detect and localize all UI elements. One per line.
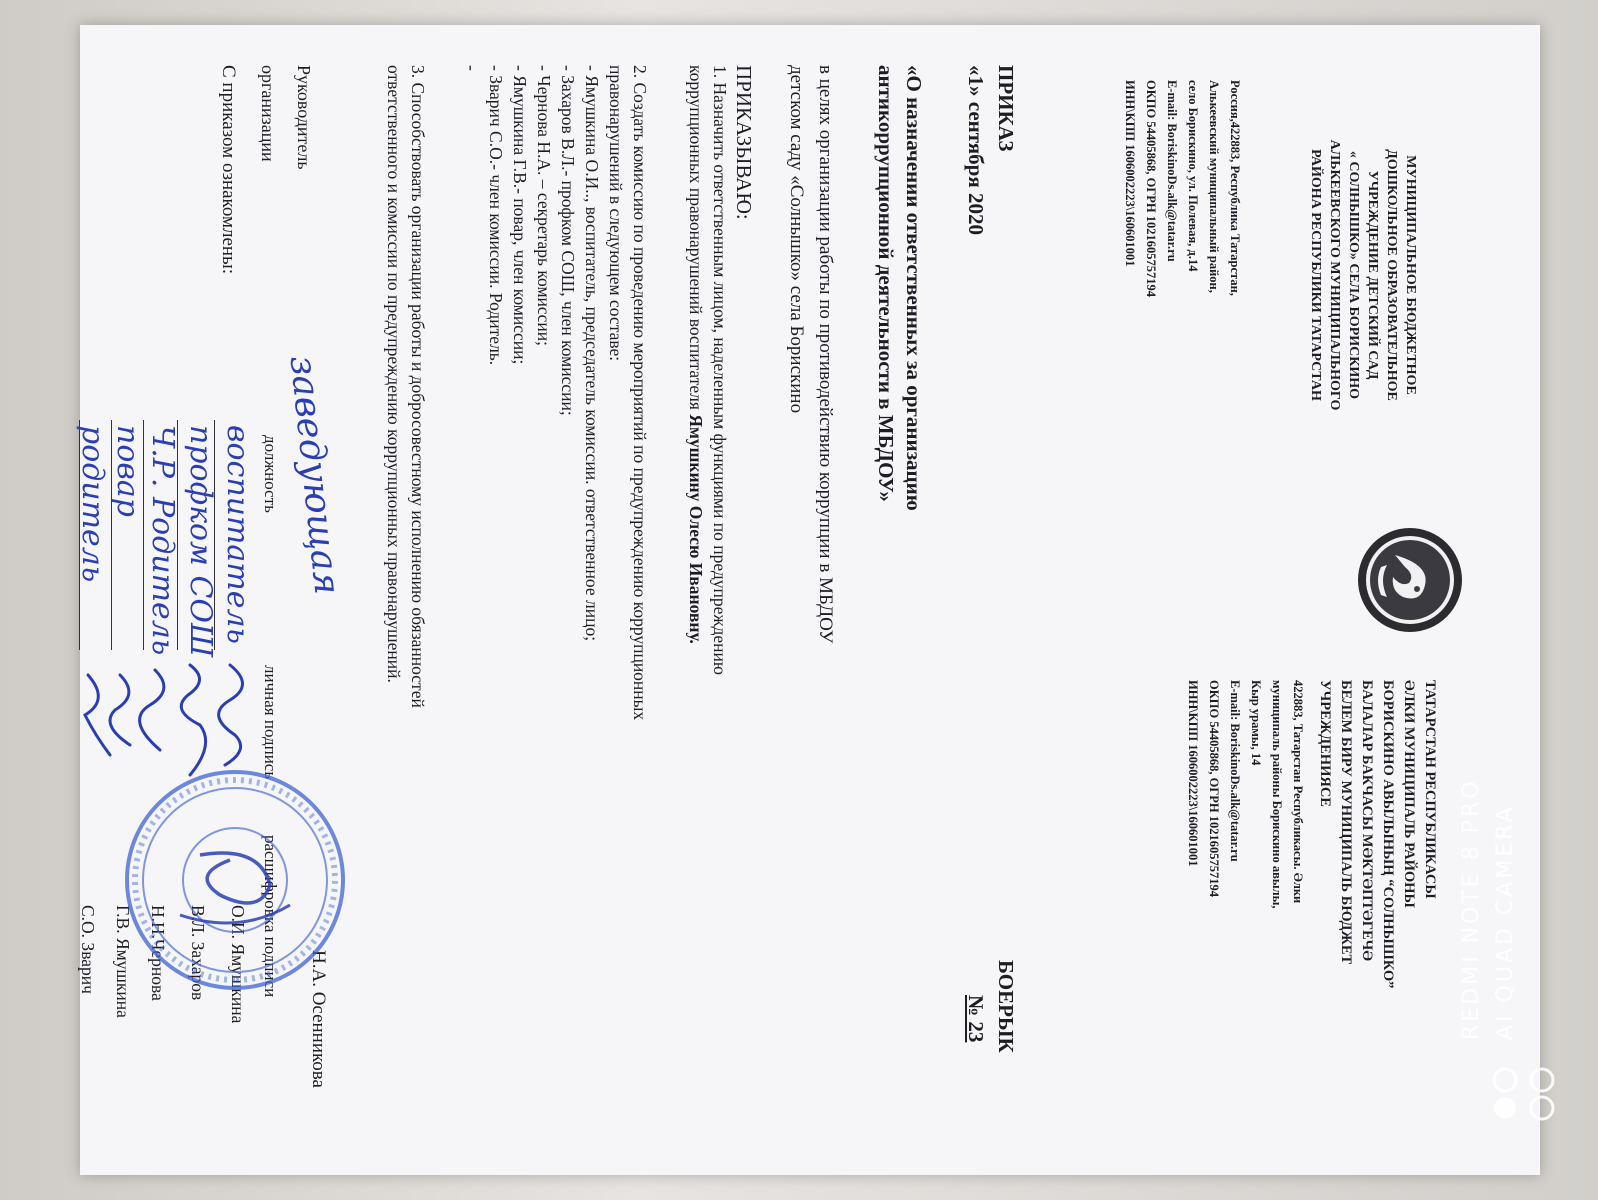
commission-member: - Ямушкина О.И.., воспитатель, председатель комиссии. ответственное лицо; <box>582 65 602 642</box>
order-command: ПРИКАЗЫВАЮ: <box>732 65 756 220</box>
org-header-tt <box>1314 680 1440 1150</box>
order-date: «1» сентября 2020 <box>964 65 988 235</box>
item-text: коррупционных правонарушений воспитателя <box>686 65 706 415</box>
commission-member: - Захаров В.Л.- профком СОШ, член комиссии; <box>558 65 578 416</box>
official-stamp <box>120 765 350 998</box>
order-subject <box>872 65 928 1065</box>
address-line: Кыр урамы, 14 <box>1249 680 1263 766</box>
handwritten-position: профком СОШ <box>183 425 218 658</box>
address-line: Алькеевский муниципальный район, <box>1207 80 1221 293</box>
org-header-tt-line: БОРИСКИНО АВЫЛЫНЫҢ “СОЛНЫШКО” <box>1380 680 1396 989</box>
handwritten-position: Ч.Р. Родитель <box>145 425 180 656</box>
org-header-ru-line: « СОЛНЫШКО» СЕЛА БОРИСКИНО <box>1346 150 1361 400</box>
org-header-tt-line: ӘЛКИ МУНИЦИПАЛЬ РАЙОНЫ <box>1401 680 1417 908</box>
item-line: 1. Назначить ответственным лицом, наделенным функциями по предупреждению <box>710 65 730 675</box>
org-address-tt <box>1182 680 1308 1150</box>
org-header-tt-line: БАЛАЛАР БАКЧАСЫ МӘКТӘПТӘГЕЧӘ <box>1359 680 1375 962</box>
address-line: ИНН\КПП 1606002223\160601001 <box>1186 680 1200 867</box>
commission-member: - Чернова Н.А. – секретарь комиссии; <box>534 65 554 347</box>
head-name: Н.А. Осенникова <box>308 950 329 1088</box>
org-header-tt-line: БЕЛЕМ БИРУ МУНИЦИПАЛЬ БЮДЖЕТ <box>1338 680 1354 965</box>
handwritten-position: воспитатель <box>220 425 255 644</box>
item-line: - <box>462 65 482 71</box>
org-header-ru-line: РАЙОНА РЕСПУБЛИКИ ТАТАРСТАН <box>1308 149 1323 401</box>
org-header-ru-line: УЧРЕЖДЕНИЕ ДЕТСКИЙ САД <box>1365 170 1380 380</box>
col-position: должность <box>261 435 280 513</box>
watermark-line: AI QUAD CAMERA <box>1493 804 1518 1040</box>
address-line: ОКПО 54405868, ОГРН 1021605757194 <box>1144 80 1158 298</box>
org-header-ru-line: АЛЬКЕЕВСКОГО МУНИЦИПАЛЬНОГО <box>1327 139 1342 411</box>
order-item-1 <box>684 65 732 1145</box>
tatarstan-emblem-icon <box>1355 525 1465 635</box>
order-number: № 23 <box>964 995 988 1043</box>
order-title-ru: ПРИКАЗ <box>994 65 1018 152</box>
item-line <box>684 65 708 1145</box>
org-header-tt-line: УЧРЕЖДЕНИЯСЕ <box>1317 680 1333 807</box>
acquainted-name: С.О. Зварич <box>78 905 98 994</box>
order-item-3 <box>382 65 430 1145</box>
address-line: ОКПО 54405868, ОГРН 1021605757194 <box>1207 680 1221 898</box>
address-line: E-mail: BoriskinoDs.alk@tatar.ru <box>1165 80 1179 262</box>
address-line: муниципаль районы Борискино авылы, <box>1270 680 1284 909</box>
watermark-line: REDMI NOTE 8 PRO <box>1459 778 1484 1040</box>
handwritten-position: заведующая <box>281 353 348 597</box>
handwritten-position: родитель <box>75 425 110 583</box>
commission-member: - Ямушкина Г.В.- повар, член комиссии; <box>510 65 530 365</box>
head-label-line: организации <box>258 65 278 162</box>
col-decode: расшифровка подписи <box>261 835 280 998</box>
address-line: ИНН\КПП 1606002223\160601001 <box>1123 80 1137 267</box>
head-label-line: Руководитель <box>294 65 314 170</box>
address-line: село Борискино, ул. Полевая, д.14 <box>1186 80 1200 272</box>
purpose-line: детском саду «Солнышко» села Борискино <box>786 65 807 414</box>
order-subject-line: «О назначении ответственных за организацию <box>902 65 926 511</box>
handwritten-position: повар <box>110 425 145 517</box>
acquainted-name: Г.В. Ямушкина <box>113 905 133 1018</box>
item-line: 2. Создать комиссию по проведению мероприятий по предупреждению коррупционных <box>630 65 650 721</box>
item-line: 3. Способствовать организации работы и добросовестному исполнению обязанностей <box>408 65 428 708</box>
camera-watermark-text <box>1455 778 1523 1040</box>
address-line: E-mail: BoriskinoDs.alk@tatar.ru <box>1228 680 1242 862</box>
org-header-tt-line: ТАТАРСТАН РЕСПУБЛИКАСЫ <box>1422 680 1438 899</box>
org-header-ru-line: МУНИЦИПАЛЬНОЕ БЮДЖЕТНОЕ <box>1403 155 1418 395</box>
item-line: правонарушений в следующем составе: <box>606 65 626 362</box>
order-title-tt: БОЕРЫК <box>994 960 1018 1053</box>
acquainted-name: О.И. Ямушкина <box>228 905 248 1024</box>
org-address-ru <box>1119 80 1245 500</box>
acquainted-label: С приказом ознакомлены: <box>218 65 239 275</box>
address-line: Россия,422883, Республика Татарстан, <box>1228 80 1242 296</box>
order-purpose <box>782 65 840 1125</box>
item-line: ответственного и комиссии по предупреждению коррупционных правонарушений. <box>384 65 404 683</box>
document-page <box>75 25 1540 1175</box>
order-subject-line: антикоррупционной деятельности в МБДОУ» <box>874 65 898 502</box>
org-header-ru <box>1306 65 1420 485</box>
org-header-ru-line: ДОШКОЛЬНОЕ ОБРАЗОВАТЕЛЬНОЕ <box>1384 149 1399 401</box>
order-item-2 <box>460 65 652 1145</box>
address-line: 422883, Татарстан Республикасы. Әлки <box>1291 680 1305 904</box>
responsible-person: Ямушкину Олесю Ивановну. <box>686 414 706 644</box>
commission-member: - Зварич С.О.- член комиссии. Родитель. <box>486 65 506 366</box>
head-label <box>250 65 322 170</box>
col-signature: личная подпись <box>261 665 280 780</box>
acquainted-name: Н.Н.Чернова <box>148 905 168 1001</box>
purpose-line: в целях организации работы по противодействию коррупции в МБДОУ <box>815 65 836 644</box>
acquainted-name: В.Л. Захаров <box>188 905 208 1001</box>
